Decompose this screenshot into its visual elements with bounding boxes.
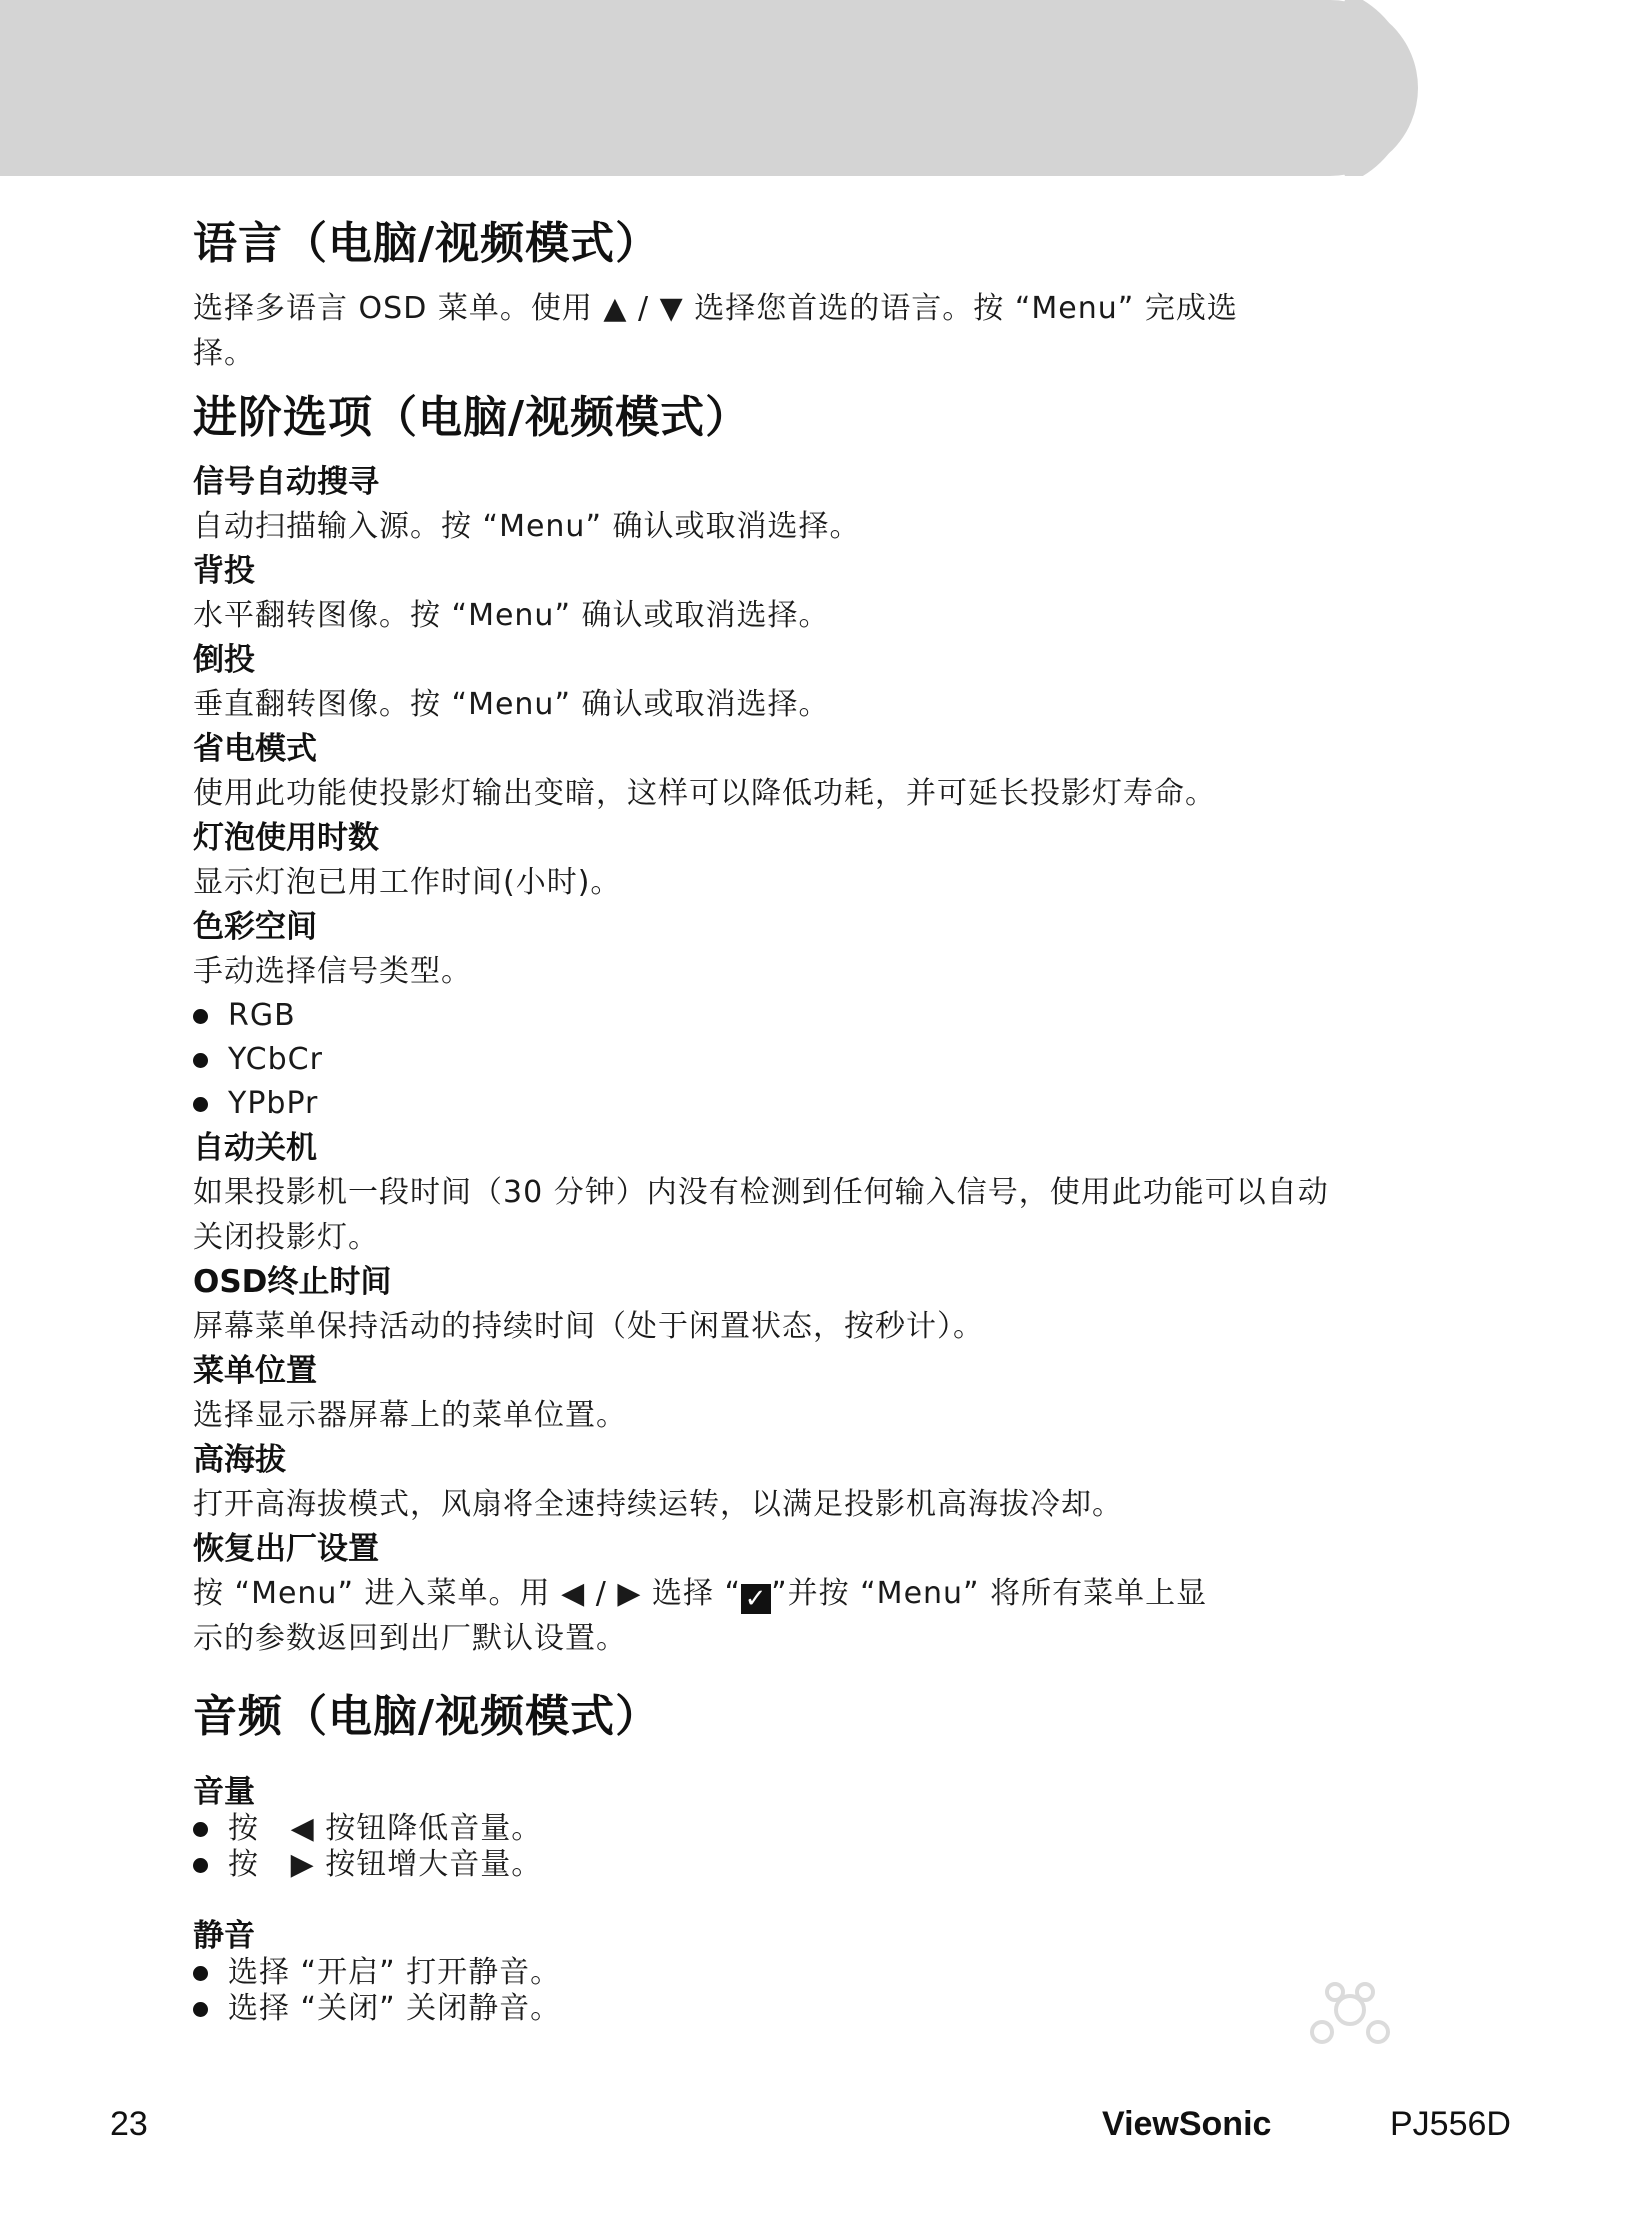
volume-up-press: 按 (228, 1847, 259, 1882)
language-description (193, 286, 1483, 331)
bullet-icon (193, 1966, 208, 1981)
item-label: 省电模式 (193, 731, 317, 767)
language-desc-part-a: 选择多语言 OSD 菜单。使用 (193, 291, 593, 326)
left-arrow-icon: ◀ (561, 1576, 586, 1611)
item-desc: 显示灯泡已用工作时间(小时)。 (193, 865, 622, 900)
up-arrow-icon: ▲ (603, 291, 628, 326)
item-desc: 手动选择信号类型。 (193, 954, 472, 989)
item-label: 恢复出厂设置 (193, 1531, 379, 1567)
bullet-icon (193, 1053, 208, 1068)
checkbox-checked-icon: ✓ (741, 1584, 771, 1614)
slash-separator: / (595, 1576, 607, 1611)
item-label: OSD终止时间 (193, 1264, 392, 1300)
volume-down-item (193, 1811, 1483, 1847)
color-space-option (193, 994, 1483, 1038)
option-label: RGB (228, 998, 296, 1033)
left-arrow-icon: ◀ (290, 1811, 315, 1846)
factory-reset-description (193, 1571, 1483, 1616)
factory-desc-part-c: ”并按 “Menu” 将所有菜单上显 (771, 1576, 1208, 1611)
item-label: 倒投 (193, 642, 255, 678)
advanced-item-rear-projection (193, 549, 1483, 638)
color-space-option (193, 1082, 1483, 1126)
option-label: YPbPr (228, 1086, 319, 1121)
mute-off-text: 选择 “关闭” 关闭静音。 (228, 1991, 562, 2026)
right-arrow-icon: ▶ (290, 1847, 315, 1882)
bullet-icon (193, 1822, 208, 1837)
item-desc: 使用此功能使投影灯输出变暗，这样可以降低功耗，并可延长投影灯寿命。 (193, 776, 1216, 811)
factory-desc-continued: 示的参数返回到出厂默认设置。 (193, 1621, 627, 1656)
item-label: 高海拔 (193, 1442, 286, 1478)
right-arrow-icon: ▶ (617, 1576, 642, 1611)
advanced-item-color-space (193, 905, 1483, 1126)
section-title-language: 语言（电脑/视频模式） (193, 218, 661, 269)
bullet-icon (193, 2002, 208, 2017)
advanced-item-ceiling-projection (193, 638, 1483, 727)
mute-on-text: 选择 “开启” 打开静音。 (228, 1955, 562, 1990)
item-label: 背投 (193, 553, 255, 589)
bullet-icon (193, 1858, 208, 1873)
section-title-audio: 音频（电脑/视频模式） (193, 1691, 661, 1742)
section-title-advanced: 进阶选项（电脑/视频模式） (193, 392, 751, 443)
item-desc-continued: 关闭投影灯。 (193, 1220, 379, 1255)
item-desc: 垂直翻转图像。按 “Menu” 确认或取消选择。 (193, 687, 830, 722)
item-desc: 水平翻转图像。按 “Menu” 确认或取消选择。 (193, 598, 830, 633)
color-space-option (193, 1038, 1483, 1082)
page-number: 23 (110, 2105, 148, 2143)
down-arrow-icon: ▼ (659, 291, 684, 326)
advanced-item-auto-power-off (193, 1126, 1483, 1260)
item-label: 色彩空间 (193, 909, 317, 945)
volume-down-press: 按 (228, 1811, 259, 1846)
model-name: PJ556D (1390, 2105, 1511, 2143)
mute-label: 静音 (193, 1918, 255, 1954)
item-label: 菜单位置 (193, 1353, 317, 1389)
brand-name: ViewSonic (1102, 2105, 1272, 2143)
page-content (193, 218, 1483, 2027)
item-label: 自动关机 (193, 1130, 317, 1166)
language-desc-part-c: 择。 (193, 336, 255, 371)
advanced-item-factory-reset (193, 1527, 1483, 1661)
advanced-item-menu-position (193, 1349, 1483, 1438)
volume-up-item (193, 1847, 1483, 1883)
header-band (0, 0, 1633, 176)
advanced-item-eco-mode (193, 727, 1483, 816)
item-desc: 选择显示器屏幕上的菜单位置。 (193, 1398, 627, 1433)
item-label: 信号自动搜寻 (193, 464, 379, 500)
item-desc: 打开高海拔模式，风扇将全速持续运转，以满足投影机高海拔冷却。 (193, 1487, 1123, 1522)
factory-desc-part-a: 按 “Menu” 进入菜单。用 (193, 1576, 551, 1611)
item-desc: 屏幕菜单保持活动的持续时间（处于闲置状态，按秒计）。 (193, 1309, 984, 1344)
language-desc-part-b: 选择您首选的语言。按 “Menu” 完成选 (694, 291, 1238, 326)
header-band-shape (0, 0, 1633, 176)
item-desc: 如果投影机一段时间（30 分钟）内没有检测到任何输入信号，使用此功能可以自动 (193, 1175, 1329, 1210)
volume-label: 音量 (193, 1774, 255, 1810)
factory-desc-part-b: 选择 “ (651, 1576, 742, 1611)
advanced-item-auto-source (193, 460, 1483, 549)
volume-down-text: 按钮降低音量。 (325, 1811, 543, 1846)
advanced-item-osd-timeout (193, 1260, 1483, 1349)
mute-off-item (193, 1991, 1483, 2027)
volume-up-text: 按钮增大音量。 (325, 1847, 543, 1882)
item-label: 灯泡使用时数 (193, 820, 379, 856)
mute-on-item (193, 1955, 1483, 1991)
bullet-icon (193, 1097, 208, 1112)
slash-separator: / (638, 291, 650, 326)
option-label: YCbCr (228, 1042, 323, 1077)
advanced-item-lamp-hours (193, 816, 1483, 905)
bullet-icon (193, 1009, 208, 1024)
advanced-item-high-altitude (193, 1438, 1483, 1527)
item-desc: 自动扫描输入源。按 “Menu” 确认或取消选择。 (193, 509, 861, 544)
